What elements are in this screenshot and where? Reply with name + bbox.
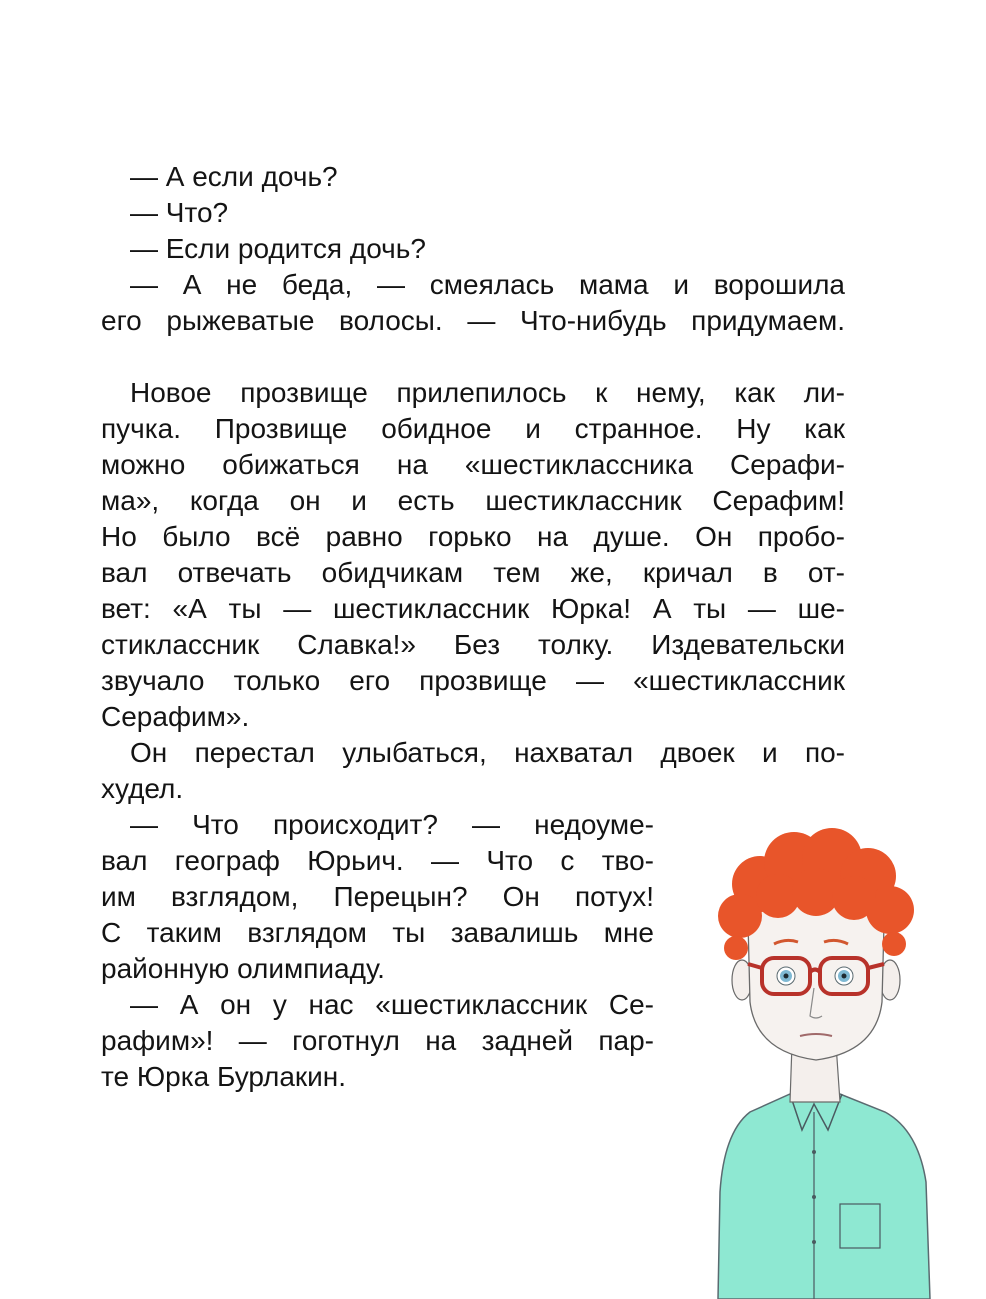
paragraph-line: звучало только его прозвище — «шестиклассник (101, 665, 845, 696)
paragraph-line: можно обижаться на «шестиклассника Серафи- (101, 449, 845, 480)
dialogue-line-1: — А если дочь? (130, 161, 338, 192)
dialogue-line: С таким взглядом ты завалишь мне (101, 917, 654, 948)
paragraph-line: ма», когда он и есть шестиклассник Серафим! (101, 485, 845, 516)
paragraph-line: стиклассник Славка!» Без толку. Издевательски (101, 629, 845, 660)
dialogue-line-3: — Если родится дочь? (130, 233, 426, 264)
paragraph-line: вал отвечать обидчикам тем же, кричал в от- (101, 557, 845, 588)
paragraph-line: вет: «А ты — шестиклассник Юрка! А ты — ше- (101, 593, 845, 624)
dialogue-line: рафим»! — гоготнул на задней пар- (101, 1025, 654, 1056)
boy-illustration (690, 812, 940, 1299)
left-pupil (784, 974, 789, 979)
shirt-button (812, 1195, 816, 1199)
dialogue-line-4: — А не беда, — смеялась мама и ворошила (130, 269, 845, 300)
paragraph-line: Серафим». (101, 701, 250, 732)
dialogue-line: те Юрка Бурлакин. (101, 1061, 347, 1092)
paragraph-line: Но было всё равно горько на душе. Он пробо- (101, 521, 845, 552)
dialogue-line: — Что происходит? — недоуме- (130, 809, 654, 840)
dialogue-line-5: его рыжеватые волосы. — Что-нибудь придумаем. (101, 305, 845, 336)
shirt-button (812, 1150, 816, 1154)
right-pupil (842, 974, 847, 979)
shirt-shape (718, 1094, 930, 1299)
dialogue-line: им взглядом, Перецын? Он потух! (101, 881, 654, 912)
paragraph-line: Он перестал улыбаться, нахватал двоек и по- (130, 737, 845, 768)
shirt-button (812, 1240, 816, 1244)
paragraph-line: пучка. Прозвище обидное и странное. Ну как (101, 413, 845, 444)
dialogue-line: районную олимпиаду. (101, 953, 385, 984)
dialogue-line: вал географ Юрьич. — Что с тво- (101, 845, 654, 876)
dialogue-line: — А он у нас «шестиклассник Се- (130, 989, 654, 1020)
paragraph-line: худел. (101, 773, 184, 804)
paragraph-line: Новое прозвище прилепилось к нему, как ли- (130, 377, 845, 408)
dialogue-line-2: — Что? (130, 197, 229, 228)
